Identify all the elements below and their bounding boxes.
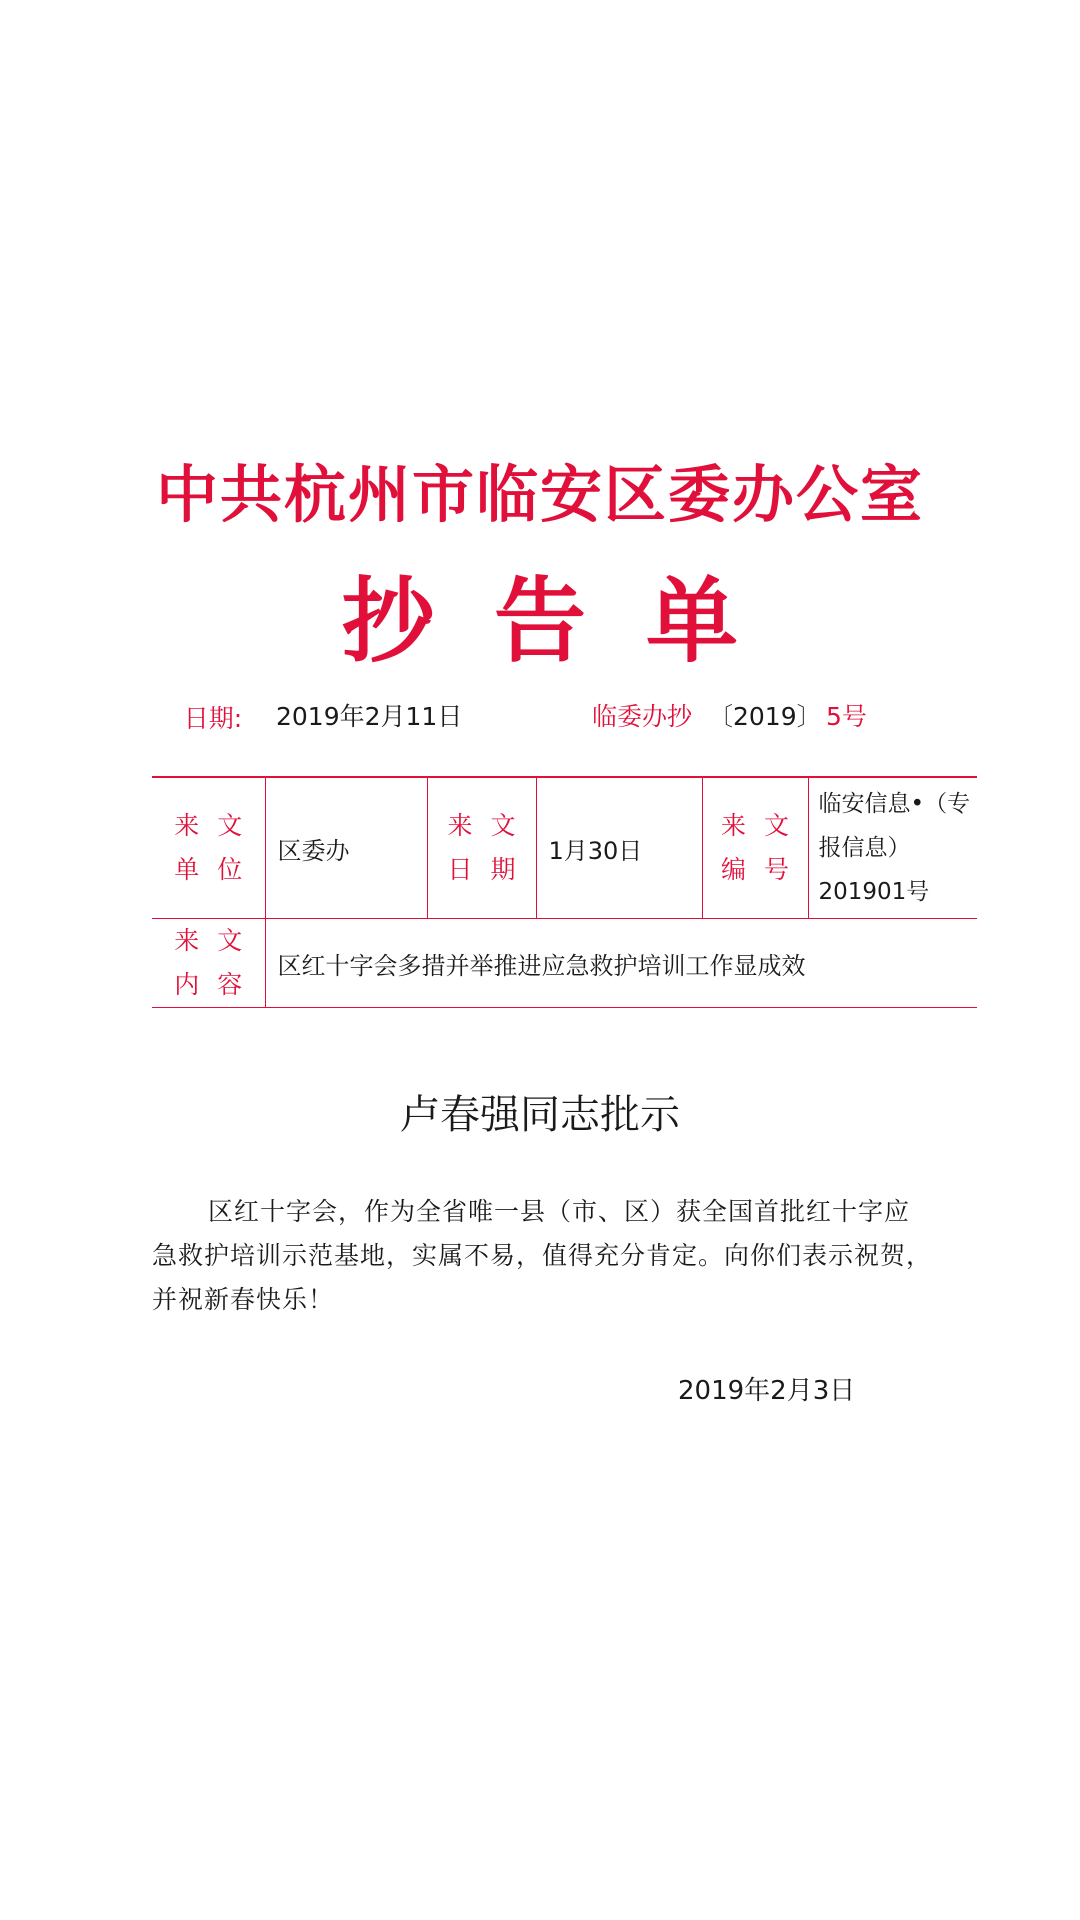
doc-number-suffix: 5号: [826, 702, 867, 731]
date-value: 2019年2月11日: [276, 702, 463, 731]
source-date-label: 来文日期: [427, 777, 536, 919]
source-document-table: [152, 776, 977, 1008]
document-meta-row: [0, 697, 1080, 777]
source-date-value: 1月30日: [536, 777, 702, 919]
date-label: 日期:: [183, 704, 243, 733]
doc-number-prefix: 临委办抄: [592, 702, 693, 731]
source-unit-label: 来文单位: [152, 777, 265, 919]
table-row: [152, 919, 977, 1008]
source-number-label: 来文编号: [702, 777, 808, 919]
doc-number-year: 〔2019〕: [708, 702, 822, 731]
table-row: [152, 777, 977, 919]
instruction-date: 2019年2月3日: [678, 1376, 856, 1406]
instruction-title: 卢春强同志批示: [400, 1092, 680, 1138]
source-content-value: 区红十字会多措并举推进应急救护培训工作显成效: [265, 919, 977, 1008]
organization-title: 中共杭州市临安区委办公室: [155, 458, 924, 531]
instruction-body: 区红十字会，作为全省唯一县（市、区）获全国首批红十字应急救护培训示范基地，实属不易，值得充分肯定。向你们表示祝贺，并祝新春快乐！: [152, 1197, 933, 1314]
source-number-value: 临安信息•（专报信息）201901号: [808, 777, 977, 919]
source-unit-value: 区委办: [265, 777, 427, 919]
document-type-title: 抄告单: [341, 567, 798, 675]
source-content-label: 来文内容: [152, 919, 265, 1008]
